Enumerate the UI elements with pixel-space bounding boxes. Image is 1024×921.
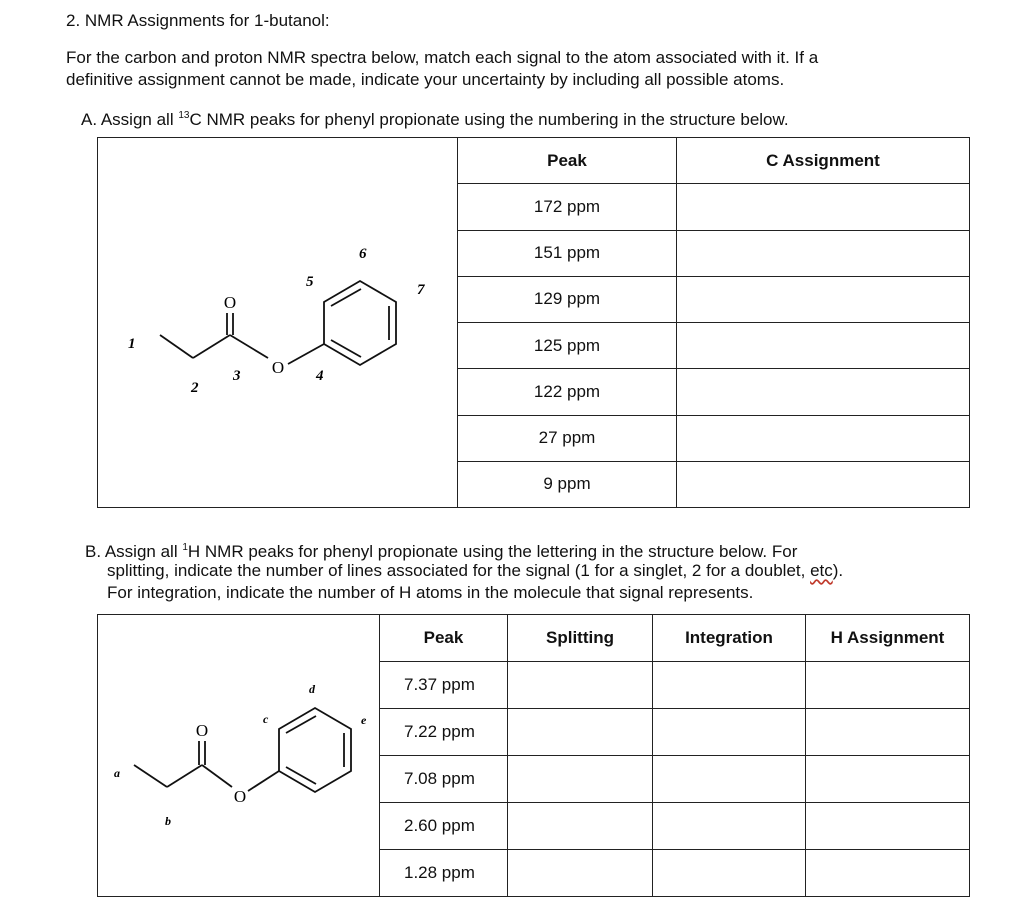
part-b-line2-etc: etc bbox=[810, 561, 833, 580]
carbon-assignment-answer-5[interactable] bbox=[677, 369, 970, 415]
carbon-peak-7: 9 ppm bbox=[458, 461, 677, 507]
proton-assignment-header: H Assignment bbox=[806, 615, 970, 662]
part-b-prefix: B. Assign all bbox=[85, 542, 183, 561]
part-a-superscript: 13 bbox=[178, 110, 190, 121]
part-a-prefix: A. Assign all bbox=[81, 110, 179, 129]
carbon-assignment-answer-1[interactable] bbox=[677, 184, 970, 230]
integration-answer-5[interactable] bbox=[653, 850, 806, 897]
splitting-answer-2[interactable] bbox=[508, 709, 653, 756]
proton-structure-cell bbox=[98, 615, 380, 897]
atom-label-7: 7 bbox=[417, 282, 425, 298]
carbon-assignment-answer-4[interactable] bbox=[677, 323, 970, 369]
proton-peak-header: Peak bbox=[380, 615, 508, 662]
atom-label-2: 2 bbox=[191, 380, 199, 396]
atom-label-c: c bbox=[263, 712, 269, 726]
proton-peak-5: 1.28 ppm bbox=[380, 850, 508, 897]
part-b-superscript: 1 bbox=[182, 542, 188, 553]
atom-label-a: a bbox=[114, 766, 120, 780]
integration-answer-4[interactable] bbox=[653, 803, 806, 850]
proton-peak-3: 7.08 ppm bbox=[380, 756, 508, 803]
part-a-suffix: C NMR peaks for phenyl propionate using the numbering in the structure below. bbox=[189, 110, 789, 129]
proton-integration-header: Integration bbox=[653, 615, 806, 662]
phenyl-propionate-lettered-structure bbox=[98, 615, 380, 891]
carbon-peak-header: Peak bbox=[458, 138, 677, 184]
h-assignment-answer-5[interactable] bbox=[806, 850, 970, 897]
carbon-assignment-answer-3[interactable] bbox=[677, 276, 970, 322]
part-b-instruction-line-3: For integration, indicate the number of H atoms in the molecule that signal represents. bbox=[107, 583, 754, 602]
carbon-peak-6: 27 ppm bbox=[458, 415, 677, 461]
carbonyl-oxygen-label: O bbox=[223, 293, 237, 312]
part-b-instruction-line-2 bbox=[107, 560, 843, 582]
part-b-suffix: H NMR peaks for phenyl propionate using the lettering in the structure below. For bbox=[187, 542, 798, 561]
atom-label-4: 4 bbox=[316, 368, 324, 384]
ester-oxygen-label: O bbox=[271, 358, 285, 377]
question-heading: 2. NMR Assignments for 1-butanol: bbox=[66, 11, 330, 30]
carbon-assignment-answer-7[interactable] bbox=[677, 461, 970, 507]
h-assignment-answer-4[interactable] bbox=[806, 803, 970, 850]
integration-answer-1[interactable] bbox=[653, 662, 806, 709]
proton-peak-1: 7.37 ppm bbox=[380, 662, 508, 709]
carbon-peak-5: 122 ppm bbox=[458, 369, 677, 415]
carbon-structure-cell bbox=[98, 138, 458, 508]
splitting-answer-5[interactable] bbox=[508, 850, 653, 897]
part-a-instruction bbox=[81, 105, 789, 131]
splitting-answer-4[interactable] bbox=[508, 803, 653, 850]
h-assignment-answer-2[interactable] bbox=[806, 709, 970, 756]
atom-label-3: 3 bbox=[233, 368, 241, 384]
carbon-assignment-answer-6[interactable] bbox=[677, 415, 970, 461]
part-b-line2-end: ). bbox=[832, 561, 844, 580]
carbon-assignment-answer-2[interactable] bbox=[677, 230, 970, 276]
h-assignment-answer-3[interactable] bbox=[806, 756, 970, 803]
intro-line-1: For the carbon and proton NMR spectra below, match each signal to the atom associated with it. If a bbox=[66, 48, 819, 67]
integration-answer-3[interactable] bbox=[653, 756, 806, 803]
carbon-assignment-table bbox=[97, 137, 970, 508]
phenyl-propionate-numbered-structure bbox=[98, 138, 458, 502]
atom-label-6: 6 bbox=[359, 246, 367, 262]
integration-answer-2[interactable] bbox=[653, 709, 806, 756]
proton-peak-4: 2.60 ppm bbox=[380, 803, 508, 850]
proton-assignment-table bbox=[97, 614, 970, 897]
proton-peak-2: 7.22 ppm bbox=[380, 709, 508, 756]
carbon-peak-4: 125 ppm bbox=[458, 323, 677, 369]
carbon-assignment-header: C Assignment bbox=[677, 138, 970, 184]
atom-label-d: d bbox=[309, 682, 315, 696]
atom-label-e: e bbox=[361, 713, 367, 727]
carbon-peak-3: 129 ppm bbox=[458, 276, 677, 322]
splitting-answer-1[interactable] bbox=[508, 662, 653, 709]
intro-line-2: definitive assignment cannot be made, indicate your uncertainty by including all possible atoms. bbox=[66, 70, 785, 89]
carbon-peak-2: 151 ppm bbox=[458, 230, 677, 276]
atom-label-b: b bbox=[165, 814, 171, 828]
proton-splitting-header: Splitting bbox=[508, 615, 653, 662]
carbon-peak-1: 172 ppm bbox=[458, 184, 677, 230]
atom-label-1: 1 bbox=[128, 336, 136, 352]
splitting-answer-3[interactable] bbox=[508, 756, 653, 803]
h-assignment-answer-1[interactable] bbox=[806, 662, 970, 709]
part-b-line2-main: splitting, indicate the number of lines associated for the signal (1 for a singlet, 2 for a doublet, bbox=[107, 561, 811, 580]
ester-oxygen-label-b: O bbox=[233, 787, 247, 806]
carbonyl-oxygen-label-b: O bbox=[195, 721, 209, 740]
atom-label-5: 5 bbox=[306, 274, 314, 290]
